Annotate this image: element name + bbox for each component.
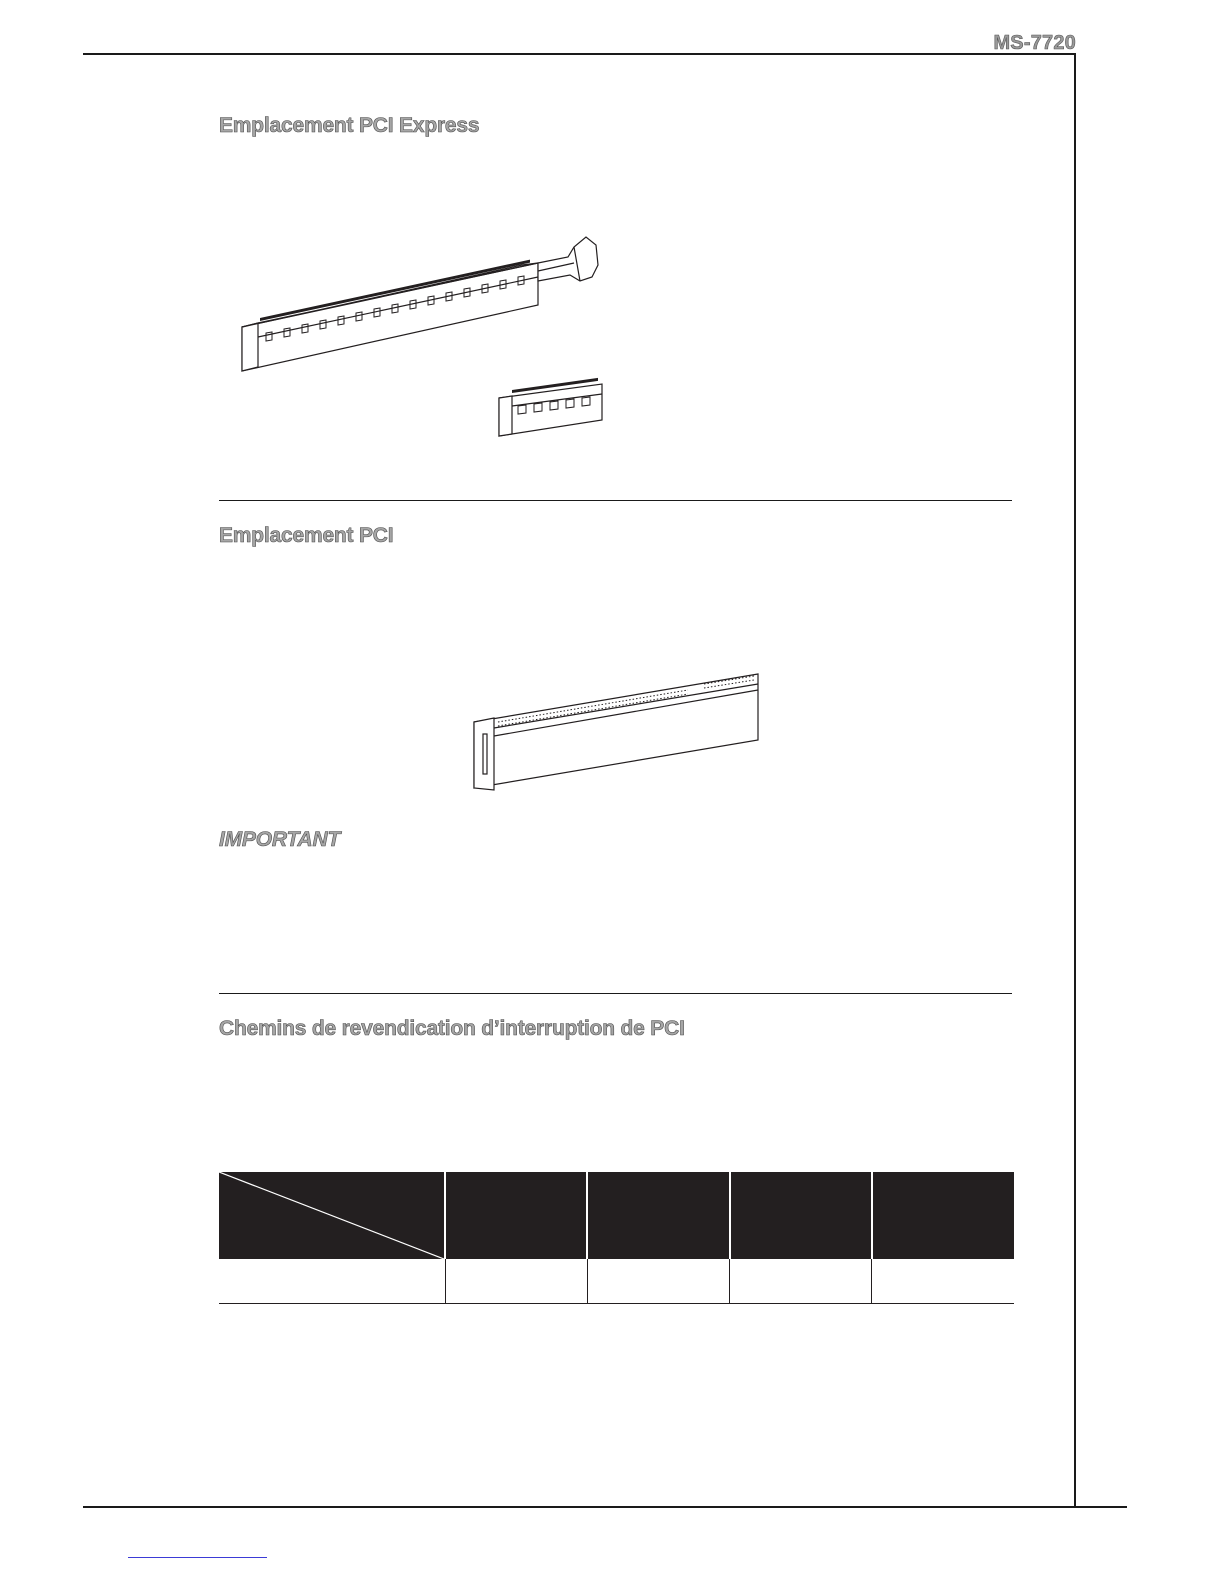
table-header-cell (445, 1172, 587, 1259)
header-rule (83, 53, 1076, 55)
model-number: MS-7720 (993, 32, 1076, 54)
section-divider-2 (219, 993, 1012, 994)
table-corner-cell (219, 1172, 445, 1259)
table-row-label (219, 1259, 445, 1304)
table-header-cell (730, 1172, 872, 1259)
pci-slot-heading: Emplacement PCI (219, 524, 394, 547)
section-divider-1 (219, 500, 1012, 501)
important-heading: IMPORTANT (219, 828, 341, 851)
footer-link-underline[interactable] (128, 1557, 267, 1558)
pcie-x16-slot-illustration (238, 215, 618, 380)
footer-rule (83, 1506, 1127, 1508)
table-cell (587, 1259, 729, 1304)
table-cell (730, 1259, 872, 1304)
table-header-cell (587, 1172, 729, 1259)
table-cell (445, 1259, 587, 1304)
pcie-x1-slot-illustration (494, 376, 609, 442)
corner-diagonal (219, 1172, 444, 1259)
pci-slot-illustration (468, 654, 764, 800)
table-cell (872, 1259, 1014, 1304)
pcie-slot-heading: Emplacement PCI Express (219, 114, 480, 137)
irq-routing-table (219, 1172, 1014, 1304)
table-header-row (219, 1172, 1014, 1259)
table-header-cell (872, 1172, 1014, 1259)
right-margin-rule (1074, 53, 1076, 1506)
irq-routing-heading: Chemins de revendication d’interruption de PCI (219, 1017, 685, 1040)
table-row (219, 1259, 1014, 1304)
